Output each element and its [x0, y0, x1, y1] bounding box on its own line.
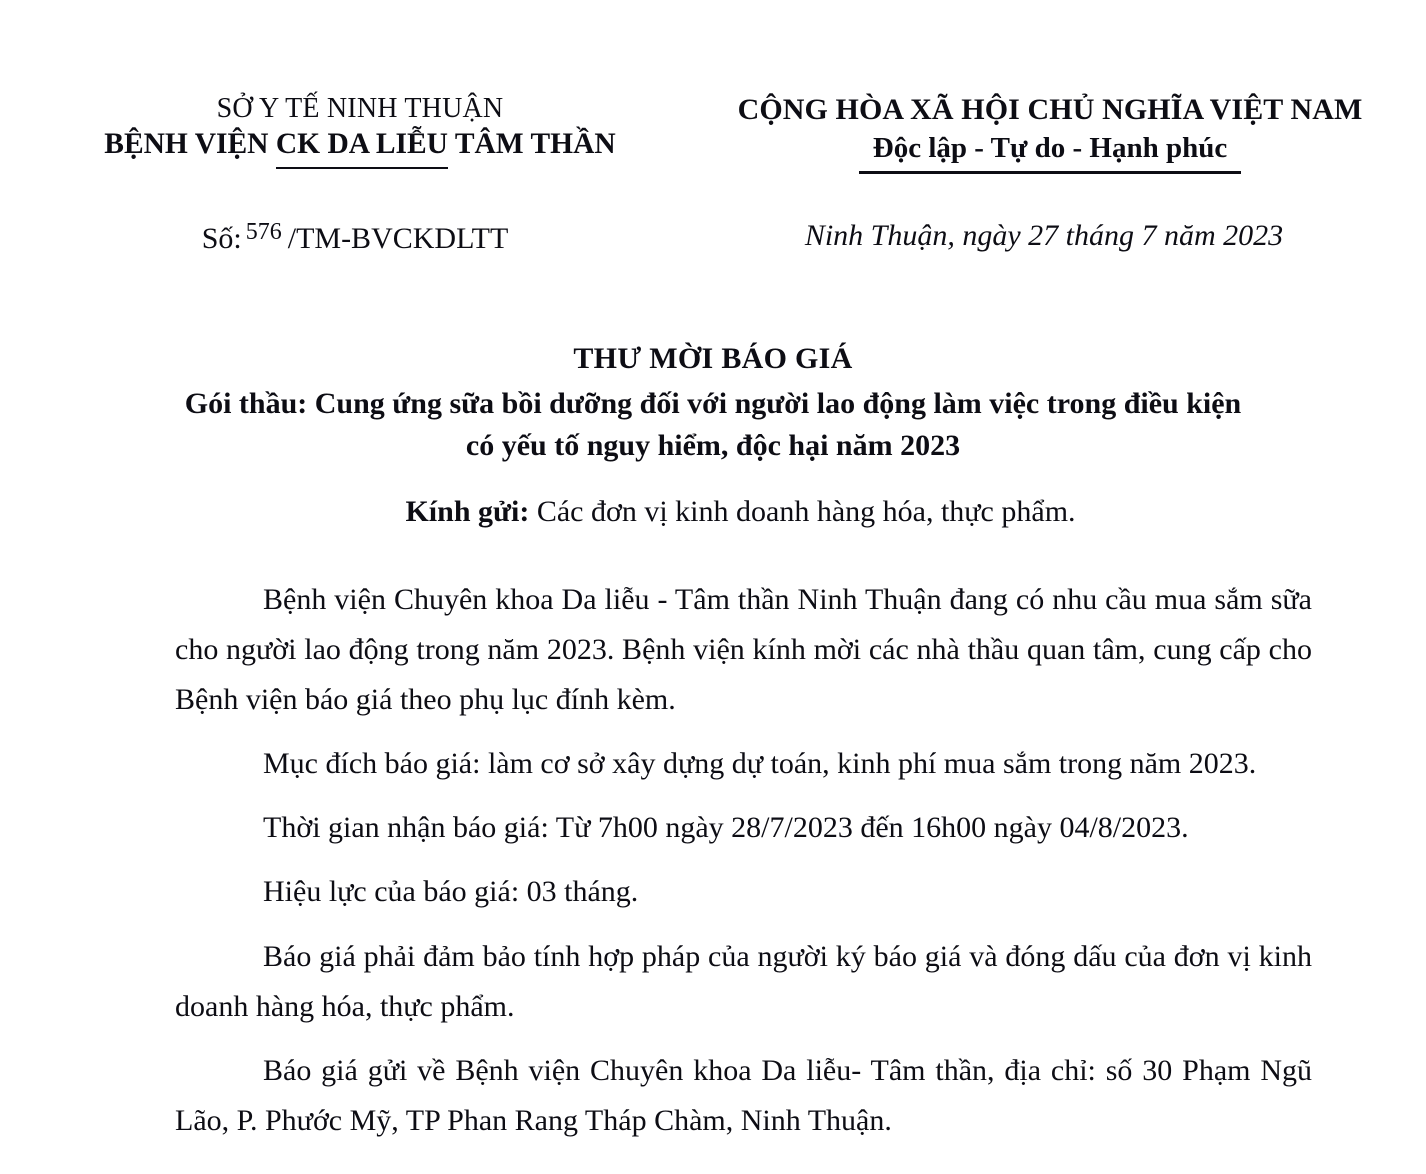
document-header [0, 92, 1426, 166]
title-block [163, 340, 1263, 468]
body-paragraph-5: Báo giá phải đảm bảo tính hợp pháp của người ký báo giá và đóng dấu của đơn vị kinh doanh hàng hóa, thực phẩm. [175, 939, 1312, 1023]
reference-number-value: 576 [245, 219, 282, 245]
document-body [175, 492, 1312, 1146]
hospital-name-underlined-segment: CK DA LIỄU [276, 127, 448, 162]
spacer [175, 725, 1312, 739]
spacer [175, 789, 1312, 803]
recipient-line [175, 492, 1312, 531]
spacer [175, 853, 1312, 867]
reference-and-date-row [0, 218, 1426, 257]
document-subtitle: Gói thầu: Cung ứng sữa bồi dưỡng đối với người lao động làm việc trong điều kiện có yếu tố nguy hiểm, độc hại năm 2023 [184, 386, 1242, 463]
issuing-organization-block [0, 92, 700, 162]
body-paragraph-1: Bệnh viện Chuyên khoa Da liễu - Tâm thần Ninh Thuận đang có nhu cầu mua sắm sữa cho người lao động trong năm 2023. Bệnh viện kính mời các nhà thầu quan tâm, cung cấp cho Bệnh viện báo giá theo phụ lục đính kèm. [175, 583, 1312, 717]
document-title: THƯ MỜI BÁO GIÁ [573, 342, 853, 375]
issue-date-line: Ninh Thuận, ngày 27 tháng 7 năm 2023 [804, 219, 1284, 252]
national-motto-wrapper [859, 131, 1242, 166]
reference-label: Số: [201, 222, 242, 255]
date-block [700, 218, 1400, 254]
spacer [175, 1032, 1312, 1046]
hospital-name [104, 127, 615, 162]
spacer [175, 531, 1312, 575]
reference-number-block [0, 218, 700, 257]
reference-number-line [10, 218, 700, 257]
parent-organization-name: SỞ Y TẾ NINH THUẬN [216, 93, 504, 124]
recipient-label: Kính gửi: [405, 495, 530, 528]
body-paragraph-2: Mục đích báo giá: làm cơ sở xây dựng dự toán, kinh phí mua sắm trong năm 2023. [263, 747, 1257, 781]
national-heading-block [700, 92, 1400, 166]
hospital-name-prefix: BỆNH VIỆN [104, 128, 276, 161]
national-motto: Độc lập - Tự do - Hạnh phúc [872, 132, 1228, 164]
motto-underline-rule [859, 171, 1242, 174]
body-paragraph-3: Thời gian nhận báo giá: Từ 7h00 ngày 28/7/2023 đến 16h00 ngày 04/8/2023. [263, 811, 1189, 845]
recipient-value: Các đơn vị kinh doanh hàng hóa, thực phẩm. [529, 495, 1076, 528]
spacer [175, 918, 1312, 932]
body-paragraph-6: Báo giá gửi về Bệnh viện Chuyên khoa Da liễu- Tâm thần, địa chỉ: số 30 Phạm Ngũ Lão, P. Phước Mỹ, TP Phan Rang Tháp Chàm, Ninh Thuận. [175, 1053, 1312, 1137]
hospital-name-suffix: TÂM THẦN [447, 128, 616, 161]
reference-code: /TM-BVCKDLTT [287, 222, 509, 255]
body-paragraph-4: Hiệu lực của báo giá: 03 tháng. [263, 875, 639, 909]
national-title: CỘNG HÒA XÃ HỘI CHỦ NGHĨA VIỆT NAM [737, 93, 1363, 126]
